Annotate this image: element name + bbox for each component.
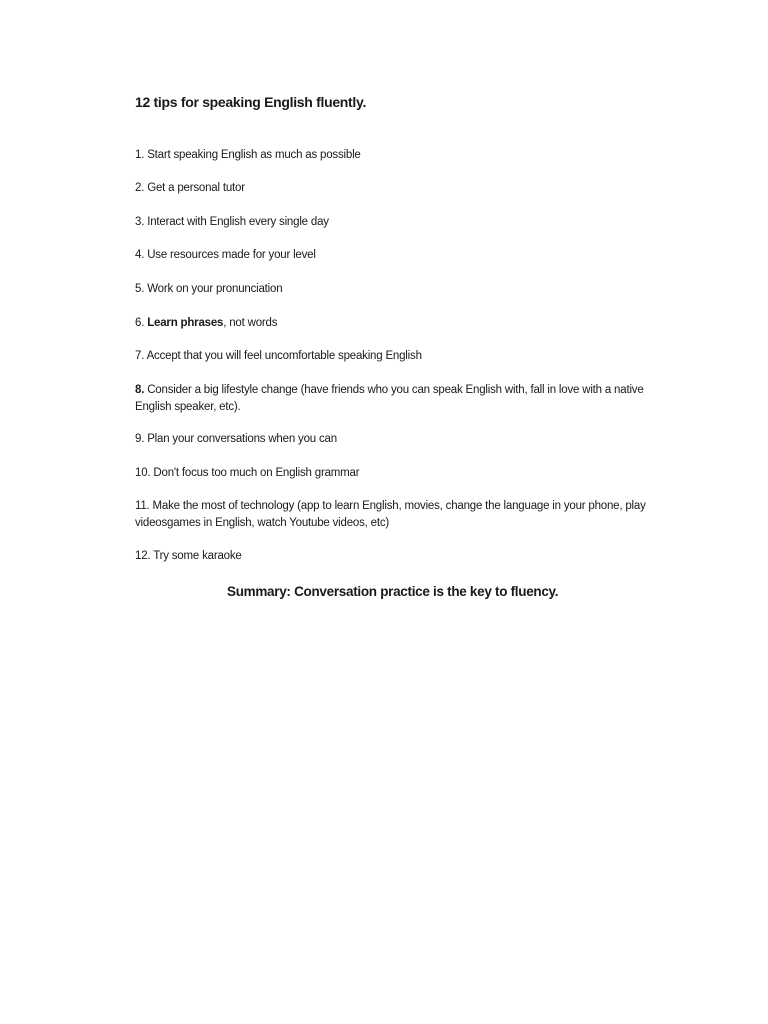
tip-text: Try some karaoke [153, 550, 242, 562]
tip-11 [135, 498, 680, 532]
tip-number: 7. [135, 350, 145, 362]
tip-number: 9. [135, 433, 145, 445]
tip-text: Accept that you will feel uncomfortable speaking English [146, 350, 422, 362]
document-title: 12 tips for speaking English fluently. [135, 94, 367, 110]
tip-number: 10. [135, 467, 151, 479]
tip-text: Make the most of technology (app to learn English, movies, change the language in your phone, play videosgames in English, watch Youtube videos, etc) [135, 500, 646, 529]
tip-text: Don't focus too much on English grammar [153, 467, 360, 479]
tip-5 [135, 281, 680, 298]
tip-9 [135, 431, 680, 448]
tip-8 [135, 382, 680, 416]
tip-bold-text: Learn phrases [147, 317, 224, 329]
tip-text: Work on your pronunciation [147, 283, 283, 295]
tip-number: 2. [135, 182, 145, 194]
tip-7 [135, 348, 680, 365]
tip-10 [135, 465, 680, 482]
tip-number: 6. [135, 317, 145, 329]
tip-number: 5. [135, 283, 145, 295]
tip-number: 4. [135, 249, 145, 261]
tip-number: 12. [135, 550, 151, 562]
tip-number: 1. [135, 149, 145, 161]
tip-2 [135, 180, 680, 197]
tip-12 [135, 548, 680, 565]
tip-number: 8. [135, 384, 145, 396]
tip-text: Start speaking English as much as possible [147, 149, 361, 161]
tip-number: 3. [135, 216, 145, 228]
tip-text: Use resources made for your level [147, 249, 316, 261]
tip-text: , not words [223, 317, 278, 329]
tip-3 [135, 214, 680, 231]
summary-text: Summary: Conversation practice is the key to fluency. [227, 584, 559, 599]
tip-6 [135, 315, 680, 332]
tip-number: 11. [135, 500, 150, 512]
tip-1 [135, 147, 680, 164]
tip-text: Plan your conversations when you can [147, 433, 337, 445]
tip-text: Consider a big lifestyle change (have friends who you can speak English with, fall in love with a native English speaker, etc). [135, 384, 644, 413]
tip-text: Get a personal tutor [147, 182, 245, 194]
tip-text: Interact with English every single day [147, 216, 329, 228]
tip-4 [135, 247, 680, 264]
